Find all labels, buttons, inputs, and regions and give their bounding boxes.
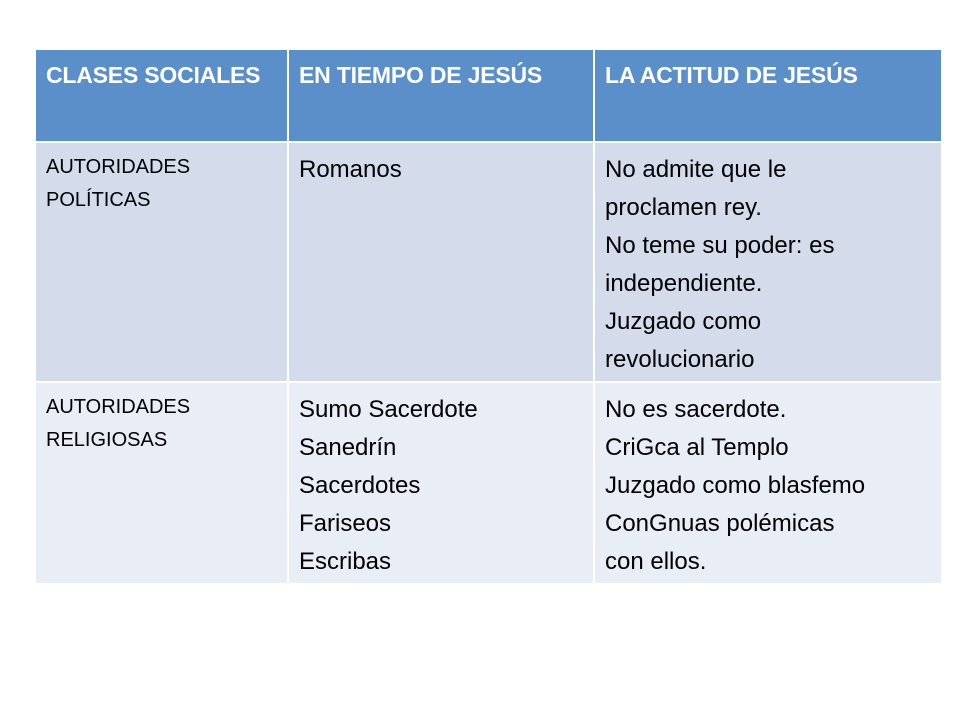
cell-line: Sacerdotes — [299, 472, 421, 499]
cell-line: Sanedrín — [299, 434, 397, 461]
cell-line: Juzgado como — [605, 308, 762, 335]
cell-line: POLÍTICAS — [46, 189, 151, 211]
cell-line: Juzgado como blasfemo — [605, 472, 866, 499]
cell-line: Escribas — [299, 548, 392, 575]
cell-line: proclamen rey. — [605, 194, 762, 221]
header-clases-sociales: CLASES SOCIALES — [35, 49, 288, 142]
cell-tiempo-politicas — [288, 142, 594, 382]
table-row — [35, 382, 942, 584]
cell-actitud-politicas — [594, 142, 942, 382]
cell-line: AUTORIDADES — [46, 156, 191, 178]
cell-line: Sumo Sacerdote — [299, 396, 478, 423]
header-en-tiempo-de-jesus: EN TIEMPO DE JESÚS — [288, 49, 594, 142]
table-header-row — [35, 49, 942, 142]
cell-line: Fariseos — [299, 510, 392, 537]
cell-clase-religiosas — [35, 382, 288, 584]
social-classes-table — [34, 48, 943, 585]
cell-clase-politicas — [35, 142, 288, 382]
header-la-actitud-de-jesus: LA ACTITUD DE JESÚS — [594, 49, 942, 142]
cell-line: independiente. — [605, 270, 763, 297]
cell-line: CriGca al Templo — [605, 434, 789, 461]
cell-line: RELIGIOSAS — [46, 429, 168, 451]
cell-line: ConGnuas polémicas — [605, 510, 835, 537]
cell-actitud-religiosas — [594, 382, 942, 584]
cell-line: Romanos — [299, 156, 402, 183]
cell-line: AUTORIDADES — [46, 396, 191, 418]
cell-line: con ellos. — [605, 548, 707, 575]
cell-line: No admite que le — [605, 156, 787, 183]
table-row — [35, 142, 942, 382]
cell-line: No es sacerdote. — [605, 396, 787, 423]
cell-tiempo-religiosas — [288, 382, 594, 584]
cell-line: No teme su poder: es — [605, 232, 835, 259]
cell-line: revolucionario — [605, 346, 755, 373]
